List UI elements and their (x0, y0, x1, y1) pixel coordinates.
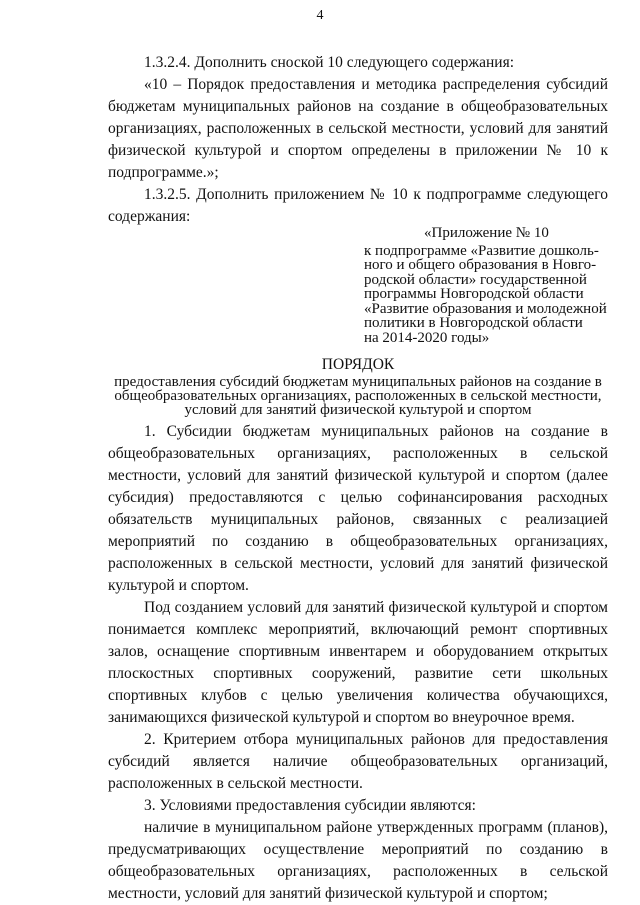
amendment-paragraph: 1.3.2.4. Дополнить сноской 10 следующего содержания: (144, 54, 515, 71)
appendix-line: «Развитие образования и молодежной (364, 300, 607, 317)
appendix-line: ного и общего образования в Новго- (364, 257, 597, 273)
appendix-line: родской области» государственной (364, 271, 587, 288)
body-section (108, 421, 608, 905)
intro-section (108, 52, 608, 228)
appendix-header (364, 226, 614, 345)
body-paragraph: 3. Условиями предоставления субсидии являются: (144, 797, 476, 814)
document-subtitle (108, 376, 608, 417)
document-title: ПОРЯДОК (321, 356, 395, 373)
subtitle-line: условий для занятий физической культурой и спортом (184, 401, 532, 418)
appendix-line: на 2014-2020 годы» (364, 329, 490, 346)
body-paragraph: 2. Критерием отбора муниципальных районов для предоставления субсидий является наличие общеобразовательных организаций, расположенных в сельской местности. (108, 731, 608, 792)
body-paragraph: 1. Субсидии бюджетам муниципальных районов на создание в общеобразовательных организациях, расположенных в сельской местности, условий для занятий физической культурой и спортом (далее субсидия) предоставляются с целью софинансирования расходных обязательств муниципальных районов, связанных с реализацией мероприятий по созданию в общеобразовательных организациях, расположенных в сельской местности, условий для занятий физической культурой и спортом. (108, 423, 608, 594)
appendix-line: политики в Новгородской области (364, 315, 583, 331)
page-number: 4 (316, 8, 324, 23)
appendix-line: к подпрограмме «Развитие дошколь- (364, 242, 599, 259)
appendix-line: программы Новгородской области (364, 286, 584, 302)
body-paragraph: Под созданием условий для занятий физической культурой и спортом понимается комплекс мероприятий, включающий ремонт спортивных залов, оснащение спортивным инвентарем и оборудованием открытых плоскостных спортивных сооружений, развитие сети школьных спортивных клубов с целью увеличения количества обучающихся, занимающихся физической культурой и спортом во внеурочное время. (108, 599, 608, 726)
footnote-text: «10 – Порядок предоставления и методика распределения субсидий бюджетам муниципальных районов на создание в общеобразовательных организациях, расположенных в сельской местности, условий для занятий физической культурой и спортом определены в приложении № 10 к подпрограмме.»; (108, 76, 608, 181)
subtitle-line: предоставления субсидий бюджетам муниципальных районов на создание в (114, 374, 602, 390)
appendix-heading: «Приложение № 10 (424, 225, 549, 241)
subtitle-line: общеобразовательных организациях, расположенных в сельской местности, (114, 387, 602, 404)
amendment-paragraph: 1.3.2.5. Дополнить приложением № 10 к подпрограмме следующего содержания: (108, 186, 608, 225)
body-paragraph: наличие в муниципальном районе утвержденных программ (планов), предусматривающих осуществление мероприятий по созданию в общеобразовательных организациях, расположенных в сельской местности, условий для занятий физической культурой и спортом; (108, 819, 608, 902)
